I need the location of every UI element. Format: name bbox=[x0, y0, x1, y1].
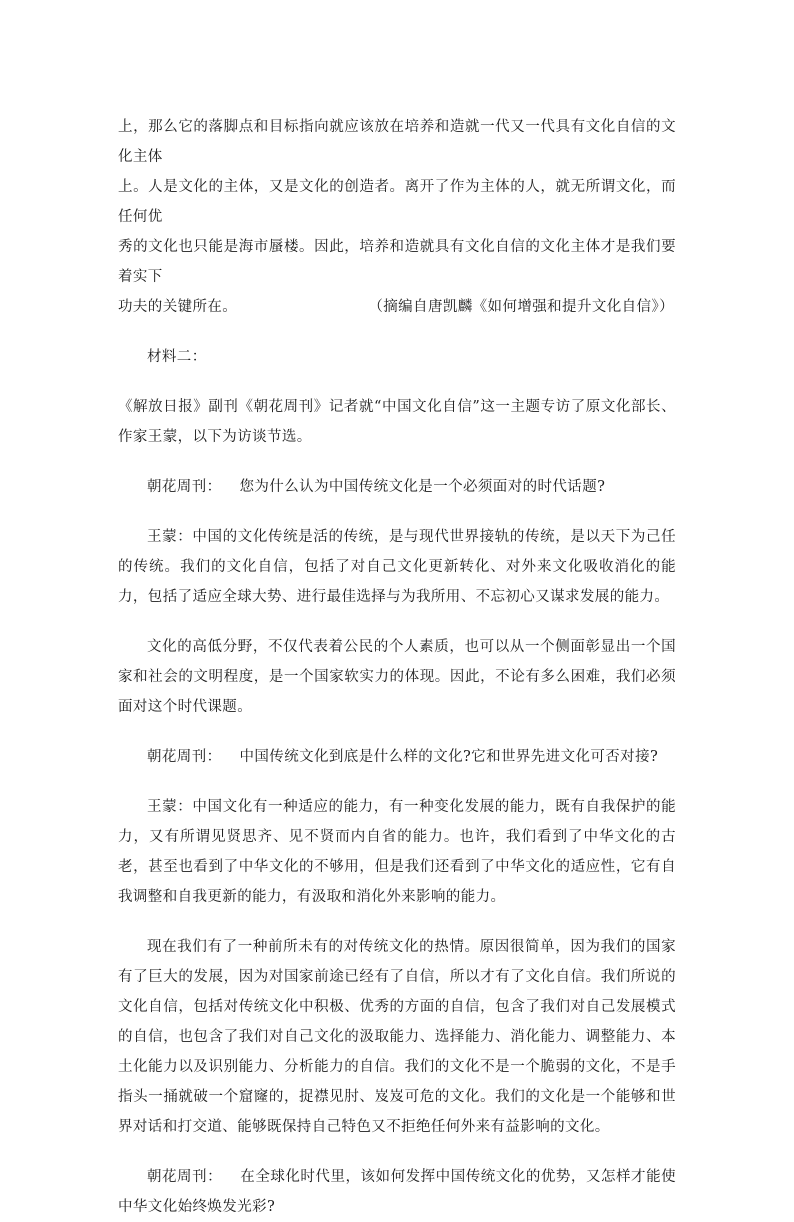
article-body bbox=[118, 112, 676, 1222]
text-line: 功夫的关键所在。 bbox=[118, 299, 238, 315]
question-text: 在全球化时代里，该如何发挥中国传统文化的优势，又怎样才能使中华文化始终焕发光彩? bbox=[118, 1169, 676, 1215]
interview-intro: 《解放日报》副刊《朝花周刊》记者就“中国文化自信”这一主题专访了原文化部长、作家王蒙，以下为访谈节选。 bbox=[118, 399, 676, 445]
question-text: 中国传统文化到底是什么样的文化?它和世界先进文化可否对接? bbox=[239, 749, 659, 765]
text-line: 秀的文化也只能是海市蜃楼。因此，培养和造就具有文化自信的文化主体才是我们要着实下 bbox=[118, 239, 676, 285]
answer-one-paragraph-two: 文化的高低分野，不仅代表着公民的个人素质，也可以从一个侧面彰显出一个国家和社会的文明程度，是一个国家软实力的体现。因此，不论有多么困难，我们必须面对这个时代课题。 bbox=[118, 639, 676, 715]
question-two bbox=[118, 742, 676, 772]
question-three bbox=[118, 1162, 676, 1222]
question-speaker: 朝花周刊： bbox=[147, 1169, 223, 1185]
answer-two-paragraph-two: 现在我们有了一种前所未有的对传统文化的热情。原因很简单，因为我们的国家有了巨大的发展，因为对国家前途已经有了自信，所以才有了文化自信。我们所说的文化自信，包括对传统文化中积极、优秀的方面的自信，包含了我们对自己发展模式的自信，也包含了我们对自己文化的汲取能力、选择能力、消化能力、调整能力、本土化能力以及识别能力、分析能力的自信。我们的文化不是一个脆弱的文化，不是手指头一捅就破一个窟窿的，捉襟见肘、岌岌可危的文化。我们的文化是一个能够和世界对话和打交道、能够既保持自己特色又不拒绝任何外来有益影响的文化。 bbox=[118, 939, 676, 1135]
question-speaker: 朝花周刊： bbox=[147, 749, 222, 765]
answer-two-paragraph-one: 王蒙：中国文化有一种适应的能力，有一种变化发展的能力，既有自我保护的能力，又有所谓见贤思齐、见不贤而内自省的能力。也许，我们看到了中华文化的古老，甚至也看到了中华文化的不够用，但是我们还看到了中华文化的适应性，它有自我调整和自我更新的能力，有汲取和消化外来影响的能力。 bbox=[118, 799, 676, 905]
section-heading-material-two: 材料二： bbox=[147, 349, 207, 365]
question-text: 您为什么认为中国传统文化是一个必须面对的时代话题? bbox=[239, 479, 606, 495]
source-citation: （摘编自唐凯麟《如何增强和提升文化自信》） bbox=[368, 299, 674, 315]
paragraph-material-one-end bbox=[118, 112, 676, 292]
source-citation-line bbox=[118, 292, 676, 322]
text-line: 上。人是文化的主体，又是文化的创造者。离开了作为主体的人，就无所谓文化，而任何优 bbox=[118, 179, 676, 225]
answer-one-paragraph-one: 王蒙：中国的文化传统是活的传统，是与现代世界接轨的传统，是以天下为己任的传统。我们的文化自信，包括了对自己文化更新转化、对外来文化吸收消化的能力，包括了适应全球大势、进行最佳选择与为我所用、不忘初心又谋求发展的能力。 bbox=[118, 529, 676, 605]
question-speaker: 朝花周刊： bbox=[147, 479, 222, 495]
question-one bbox=[118, 472, 676, 502]
text-line: 上，那么它的落脚点和目标指向就应该放在培养和造就一代又一代具有文化自信的文化主体 bbox=[118, 119, 676, 165]
